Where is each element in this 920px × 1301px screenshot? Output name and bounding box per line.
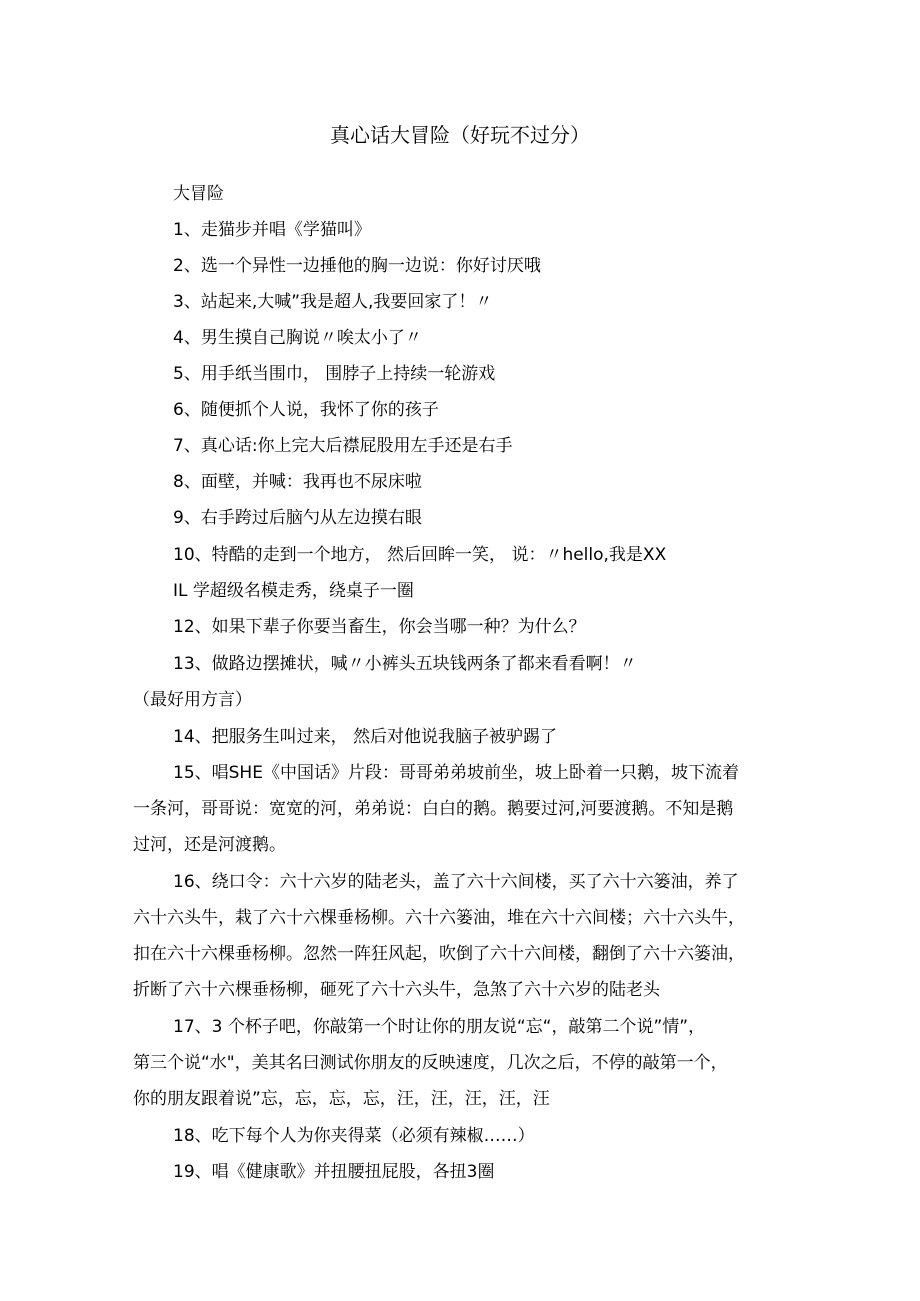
list-item-17: 17、3 个杯子吧，你敲第一个时让你的朋友说“忘“，敲第二个说”情”， — [173, 1017, 706, 1037]
list-item-3: 3、站起来,大喊”我是超人,我要回家了！〃 — [173, 292, 493, 312]
list-item-19: 19、唱《健康歌》并扭腰扭屁股，各扭3圈 — [173, 1162, 495, 1182]
list-item-15: 15、唱SHE《中国话》片段：哥哥弟弟坡前坐，坡上卧着一只鹅，坡下流着 — [173, 763, 739, 783]
list-item-16-cont-1: 六十六头牛，栽了六十六棵垂杨柳。六十六篓油，堆在六十六间楼；六十六头牛， — [133, 908, 745, 928]
list-item-16-cont-2: 扣在六十六棵垂杨柳。忽然一阵狂风起，吹倒了六十六间楼，翻倒了六十六篓油， — [133, 944, 745, 964]
list-item-16-cont-3: 折断了六十六棵垂杨柳，砸死了六十六头牛，急煞了六十六岁的陆老头 — [133, 980, 660, 1000]
list-item-7: 7、真心话:你上完大后襟屁股用左手还是右手 — [173, 436, 513, 456]
list-item-18: 18、吃下每个人为你夹得菜（必须有辣椒……） — [173, 1126, 535, 1146]
list-item-1: 1、走猫步并唱《学猫叫》 — [173, 220, 371, 240]
list-item-8: 8、面壁，并喊：我再也不尿床啦 — [173, 472, 422, 492]
list-item-13: 13、做路边摆摊状，喊〃小裤头五块钱两条了都来看看啊！〃 — [173, 654, 637, 674]
list-item-16: 16、绕口令：六十六岁的陆老头，盖了六十六间楼，买了六十六篓油，养了 — [173, 872, 739, 892]
page-title: 真心话大冒险（好玩不过分） — [330, 123, 590, 147]
list-item-13-note: （最好用方言） — [133, 690, 252, 710]
list-item-11: IL 学超级名模走秀，绕桌子一圈 — [173, 581, 414, 601]
section-heading: 大冒险 — [173, 184, 224, 204]
list-item-17-cont-1: 第三个说“水"，美其名曰测试你朋友的反映速度，几次之后，不停的敲第一个， — [133, 1053, 728, 1073]
list-item-15-cont-1: 一条河，哥哥说：宽宽的河，弟弟说：白白的鹅。鹅要过河,河要渡鹅。不知是鹅 — [133, 799, 734, 819]
list-item-12: 12、如果下辈子你要当畜生，你会当哪一种？为什么？ — [173, 617, 586, 637]
list-item-10: 10、特酷的走到一个地方， 然后回眸一笑， 说：〃hello,我是XX — [173, 545, 667, 565]
list-item-2: 2、选一个异性一边捶他的胸一边说：你好讨厌哦 — [173, 256, 541, 276]
list-item-4: 4、男生摸自己胸说〃唉太小了〃 — [173, 328, 422, 348]
list-item-17-cont-2: 你的朋友跟着说”忘，忘，忘，忘，汪，汪，汪，汪，汪 — [133, 1089, 550, 1109]
list-item-9: 9、右手跨过后脑勺从左边摸右眼 — [173, 508, 422, 528]
list-item-6: 6、随便抓个人说，我怀了你的孩子 — [173, 400, 439, 420]
list-item-15-cont-2: 过河，还是河渡鹅。 — [133, 835, 286, 855]
list-item-14: 14、把服务生叫过来， 然后对他说我脑子被驴踢了 — [173, 727, 558, 747]
list-item-5: 5、用手纸当围巾， 围脖子上持续一轮游戏 — [173, 364, 496, 384]
